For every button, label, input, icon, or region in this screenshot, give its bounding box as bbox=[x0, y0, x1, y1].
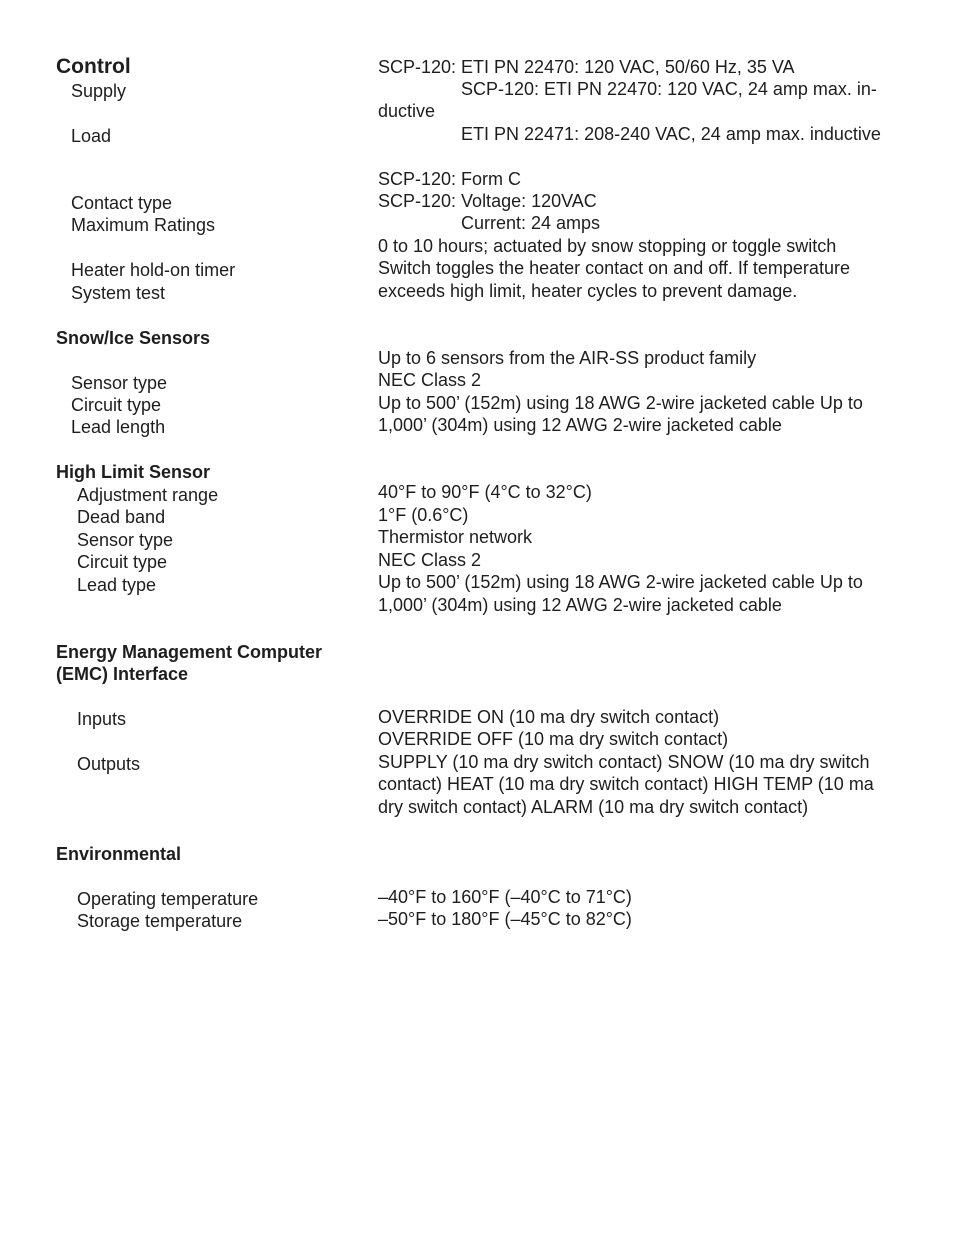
value-snow-lead-length-line1: Up to 500’ (152m) using 18 AWG 2-wire jacketed cable Up to bbox=[378, 393, 863, 413]
value-lead-type-line1: Up to 500’ (152m) using 18 AWG 2-wire jacketed cable Up to bbox=[378, 572, 863, 592]
section-heading-environmental: Environmental bbox=[56, 844, 182, 864]
value-system-test-line1: Switch toggles the heater contact on and off. If temperature bbox=[378, 258, 850, 278]
value-high-limit-circuit-type: NEC Class 2 bbox=[378, 550, 482, 570]
value-max-current: Current: 24 amps bbox=[461, 213, 601, 233]
value-supply: SCP-120: ETI PN 22470: 120 VAC, 50/60 Hz, 35 VA bbox=[378, 57, 795, 77]
value-operating-temperature: –40°F to 160°F (–40°C to 71°C) bbox=[378, 887, 632, 907]
section-heading-high-limit-sensor: High Limit Sensor bbox=[56, 462, 211, 482]
value-system-test-line2: exceeds high limit, heater cycles to prevent damage. bbox=[378, 281, 798, 301]
value-outputs-line3: dry switch contact) ALARM (10 ma dry switch contact) bbox=[378, 797, 809, 817]
label-snow-circuit-type: Circuit type bbox=[71, 395, 162, 415]
label-high-limit-sensor-type: Sensor type bbox=[77, 530, 174, 550]
label-system-test: System test bbox=[71, 283, 166, 303]
label-snow-sensor-type: Sensor type bbox=[71, 373, 168, 393]
label-high-limit-circuit-type: Circuit type bbox=[77, 552, 168, 572]
section-heading-emc-line2: (EMC) Interface bbox=[56, 664, 189, 684]
label-adjustment-range: Adjustment range bbox=[77, 485, 219, 505]
label-storage-temperature: Storage temperature bbox=[77, 911, 243, 931]
value-adjustment-range: 40°F to 90°F (4°C to 32°C) bbox=[378, 482, 592, 502]
label-contact-type: Contact type bbox=[71, 193, 173, 213]
value-high-limit-sensor-type: Thermistor network bbox=[378, 527, 533, 547]
label-inputs: Inputs bbox=[77, 709, 127, 729]
label-operating-temperature: Operating temperature bbox=[77, 889, 259, 909]
value-outputs-line2: contact) HEAT (10 ma dry switch contact) HIGH TEMP (10 ma bbox=[378, 774, 874, 794]
value-lead-type-line2: 1,000’ (304m) using 12 AWG 2-wire jacketed cable bbox=[378, 595, 782, 615]
value-load-line1: SCP-120: ETI PN 22470: 120 VAC, 24 amp max. in- bbox=[461, 79, 877, 99]
section-heading-snow-ice-sensors: Snow/Ice Sensors bbox=[56, 328, 211, 348]
value-heater-timer: 0 to 10 hours; actuated by snow stopping or toggle switch bbox=[378, 236, 837, 256]
value-load-line3: ETI PN 22471: 208-240 VAC, 24 amp max. inductive bbox=[461, 124, 881, 144]
label-dead-band: Dead band bbox=[77, 507, 166, 527]
label-maximum-ratings: Maximum Ratings bbox=[71, 215, 216, 235]
label-load: Load bbox=[71, 126, 112, 146]
label-snow-lead-length: Lead length bbox=[71, 417, 166, 437]
value-contact-type: SCP-120: Form C bbox=[378, 169, 522, 189]
section-heading-control: Control bbox=[56, 55, 131, 78]
value-dead-band: 1°F (0.6°C) bbox=[378, 505, 469, 525]
section-heading-emc-line1: Energy Management Computer bbox=[56, 642, 323, 662]
label-heater-hold-on-timer: Heater hold-on timer bbox=[71, 260, 236, 280]
label-supply: Supply bbox=[71, 81, 127, 101]
value-storage-temperature: –50°F to 180°F (–45°C to 82°C) bbox=[378, 909, 632, 929]
value-snow-sensor-type: Up to 6 sensors from the AIR-SS product family bbox=[378, 348, 757, 368]
value-load-line2: ductive bbox=[378, 101, 436, 121]
value-input-override-off: OVERRIDE OFF (10 ma dry switch contact) bbox=[378, 729, 729, 749]
value-snow-circuit-type: NEC Class 2 bbox=[378, 370, 482, 390]
value-snow-lead-length-line2: 1,000’ (304m) using 12 AWG 2-wire jacketed cable bbox=[378, 415, 782, 435]
value-input-override-on: OVERRIDE ON (10 ma dry switch contact) bbox=[378, 707, 720, 727]
label-outputs: Outputs bbox=[77, 754, 141, 774]
label-lead-type: Lead type bbox=[77, 575, 157, 595]
value-outputs-line1: SUPPLY (10 ma dry switch contact) SNOW (10 ma dry switch bbox=[378, 752, 870, 772]
value-max-voltage: SCP-120: Voltage: 120VAC bbox=[378, 191, 597, 211]
